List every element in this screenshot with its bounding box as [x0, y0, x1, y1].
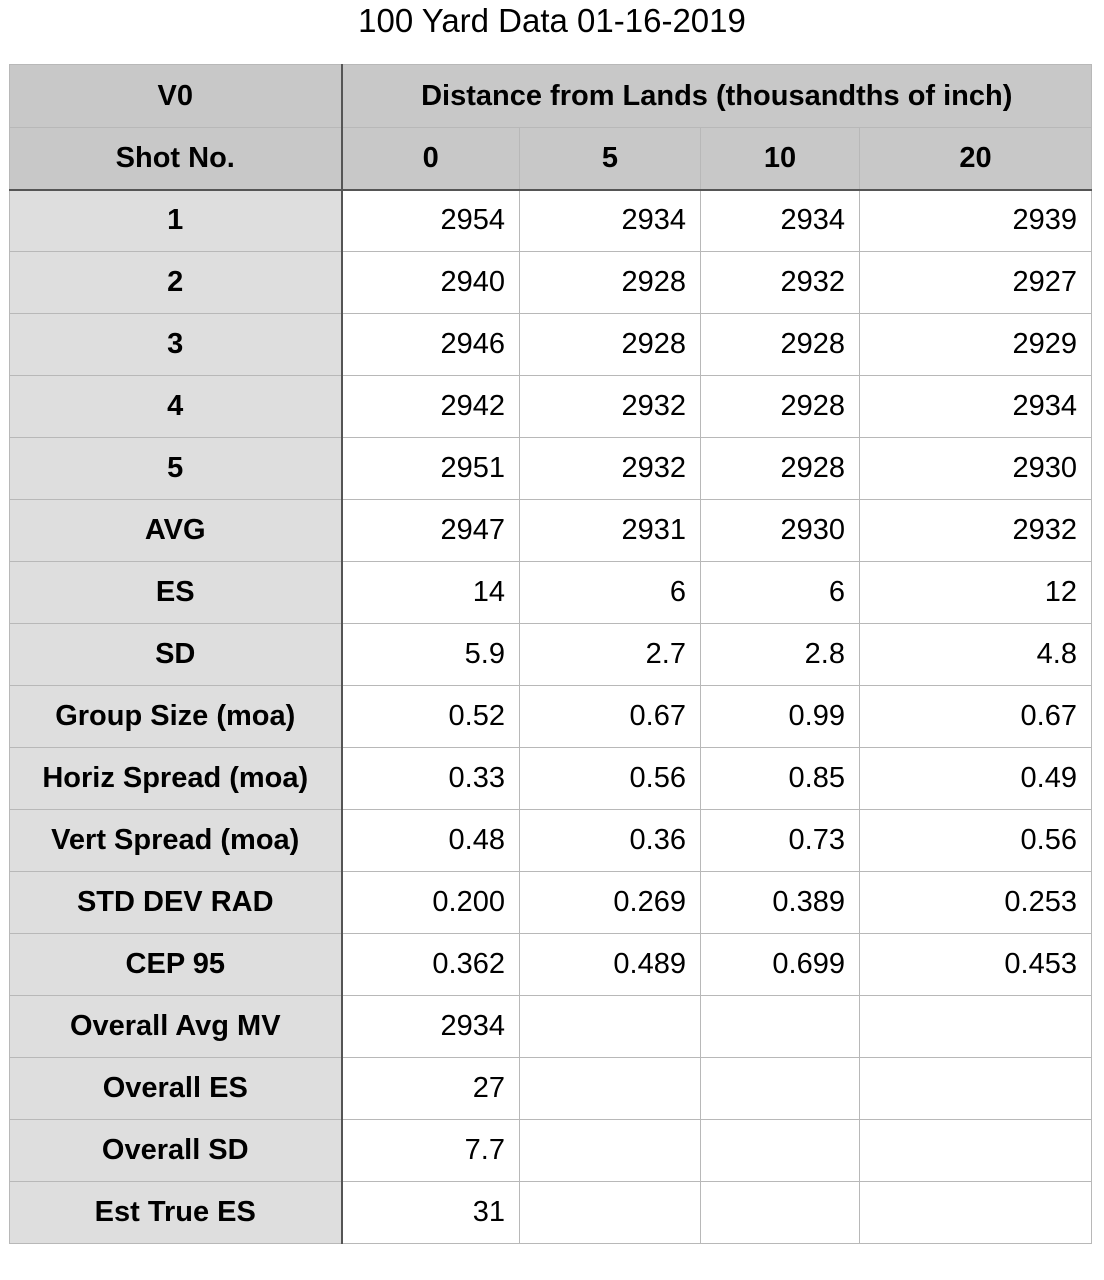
table-cell: 0.73 — [701, 810, 860, 872]
table-row — [10, 996, 1092, 1058]
table-cell: 0.253 — [860, 872, 1092, 934]
row-label: Overall Avg MV — [10, 996, 342, 1058]
table-row — [10, 562, 1092, 624]
table-cell: 2932 — [520, 438, 701, 500]
table-cell: 2928 — [701, 376, 860, 438]
table-cell: 0.85 — [701, 748, 860, 810]
table-cell: 0.453 — [860, 934, 1092, 996]
table-cell: 2929 — [860, 314, 1092, 376]
table-row — [10, 686, 1092, 748]
row-label: Overall ES — [10, 1058, 342, 1120]
row-header-label: Shot No. — [10, 128, 342, 190]
table-cell — [520, 1120, 701, 1182]
table-row — [10, 810, 1092, 872]
table-cell: 2928 — [701, 438, 860, 500]
row-label: CEP 95 — [10, 934, 342, 996]
table-row — [10, 438, 1092, 500]
column-group-label: Distance from Lands (thousandths of inch) — [342, 65, 1092, 128]
table-row — [10, 190, 1092, 252]
row-label: ES — [10, 562, 342, 624]
table-row — [10, 934, 1092, 996]
row-label: AVG — [10, 500, 342, 562]
table-cell: 2934 — [342, 996, 520, 1058]
table-cell: 4.8 — [860, 624, 1092, 686]
table-cell: 7.7 — [342, 1120, 520, 1182]
table-cell — [860, 1182, 1092, 1244]
page-title: 100 Yard Data 01-16-2019 — [358, 2, 746, 39]
table-row — [10, 1182, 1092, 1244]
table-cell: 2947 — [342, 500, 520, 562]
table-row — [10, 500, 1092, 562]
column-header: 5 — [520, 128, 701, 190]
table-cell: 14 — [342, 562, 520, 624]
table-cell — [520, 1058, 701, 1120]
row-label: Horiz Spread (moa) — [10, 748, 342, 810]
table-row — [10, 872, 1092, 934]
table-row — [10, 252, 1092, 314]
table-row — [10, 1058, 1092, 1120]
column-header: 10 — [701, 128, 860, 190]
table-cell — [860, 996, 1092, 1058]
row-label: 4 — [10, 376, 342, 438]
data-table — [9, 64, 1092, 1244]
table-cell: 2931 — [520, 500, 701, 562]
table-cell: 0.99 — [701, 686, 860, 748]
table-cell: 27 — [342, 1058, 520, 1120]
table-cell: 0.56 — [860, 810, 1092, 872]
row-label: Group Size (moa) — [10, 686, 342, 748]
table-cell: 0.67 — [860, 686, 1092, 748]
table-cell: 0.699 — [701, 934, 860, 996]
row-label: Overall SD — [10, 1120, 342, 1182]
corner-label: V0 — [10, 65, 342, 128]
row-label: 1 — [10, 190, 342, 252]
row-label: 3 — [10, 314, 342, 376]
table-cell: 6 — [520, 562, 701, 624]
table-cell: 2928 — [520, 252, 701, 314]
table-cell — [701, 1120, 860, 1182]
table-cell — [520, 996, 701, 1058]
table-row — [10, 624, 1092, 686]
table-cell: 2932 — [860, 500, 1092, 562]
header-row-columns — [10, 128, 1092, 190]
table-cell — [701, 1058, 860, 1120]
row-label: 5 — [10, 438, 342, 500]
table-row — [10, 1120, 1092, 1182]
table-cell: 0.200 — [342, 872, 520, 934]
table-cell: 2932 — [701, 252, 860, 314]
table-cell: 2940 — [342, 252, 520, 314]
table-cell — [520, 1182, 701, 1244]
table-cell: 0.67 — [520, 686, 701, 748]
table-cell: 2927 — [860, 252, 1092, 314]
table-cell: 31 — [342, 1182, 520, 1244]
table-cell: 2951 — [342, 438, 520, 500]
table-cell: 0.56 — [520, 748, 701, 810]
table-cell — [701, 996, 860, 1058]
row-label: Vert Spread (moa) — [10, 810, 342, 872]
table-cell: 0.36 — [520, 810, 701, 872]
table-cell: 2934 — [701, 190, 860, 252]
row-label: STD DEV RAD — [10, 872, 342, 934]
table-cell: 2.7 — [520, 624, 701, 686]
table-cell: 0.52 — [342, 686, 520, 748]
table-cell: 6 — [701, 562, 860, 624]
table-cell: 2928 — [701, 314, 860, 376]
table-cell: 0.389 — [701, 872, 860, 934]
table-cell: 2946 — [342, 314, 520, 376]
table-cell: 2.8 — [701, 624, 860, 686]
table-cell: 5.9 — [342, 624, 520, 686]
table-row — [10, 748, 1092, 810]
table-cell: 0.362 — [342, 934, 520, 996]
table-row — [10, 376, 1092, 438]
table-cell: 0.489 — [520, 934, 701, 996]
table-cell: 2928 — [520, 314, 701, 376]
table-cell: 2954 — [342, 190, 520, 252]
table-cell: 2930 — [860, 438, 1092, 500]
header-row-group — [10, 65, 1092, 128]
table-cell: 2939 — [860, 190, 1092, 252]
table-cell: 2934 — [520, 190, 701, 252]
table-cell: 12 — [860, 562, 1092, 624]
table-cell — [860, 1120, 1092, 1182]
table-cell: 2942 — [342, 376, 520, 438]
table-cell — [701, 1182, 860, 1244]
table-row — [10, 314, 1092, 376]
table-cell: 0.49 — [860, 748, 1092, 810]
column-header: 20 — [860, 128, 1092, 190]
table-cell: 0.48 — [342, 810, 520, 872]
row-label: 2 — [10, 252, 342, 314]
table-cell: 2934 — [860, 376, 1092, 438]
column-header: 0 — [342, 128, 520, 190]
row-label: SD — [10, 624, 342, 686]
table-cell: 2932 — [520, 376, 701, 438]
table-cell — [860, 1058, 1092, 1120]
table-cell: 0.33 — [342, 748, 520, 810]
row-label: Est True ES — [10, 1182, 342, 1244]
table-cell: 0.269 — [520, 872, 701, 934]
table-cell: 2930 — [701, 500, 860, 562]
